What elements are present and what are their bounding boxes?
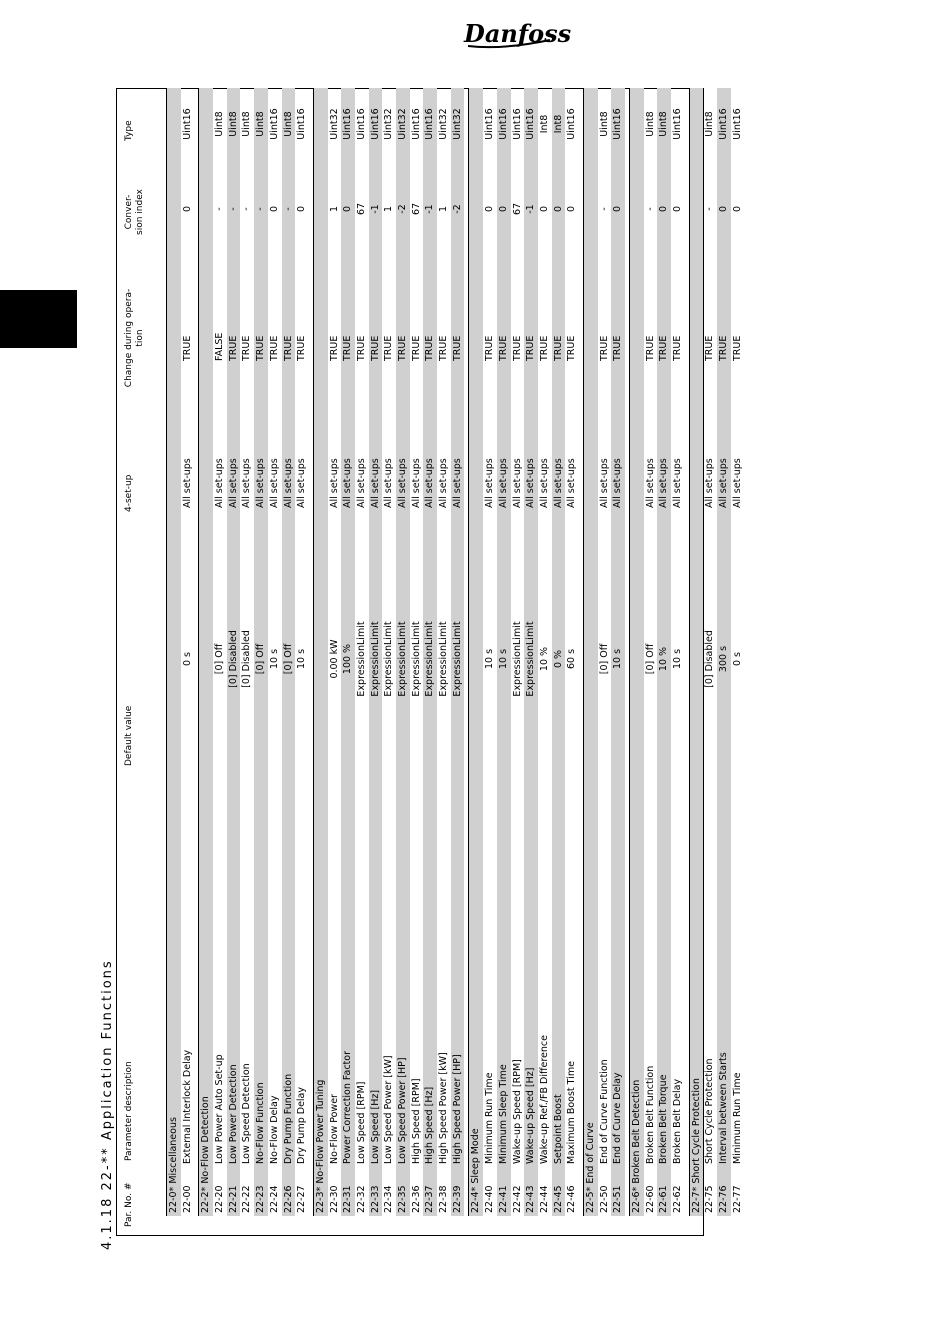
change-value: TRUE — [227, 335, 239, 361]
setup-value: All set-ups — [731, 458, 743, 508]
table-row — [341, 88, 355, 1216]
default-value: 300 s — [718, 645, 730, 673]
group-row — [166, 88, 181, 1216]
default-value: ExpressionLimit — [451, 621, 463, 697]
type-value: Uint32 — [383, 108, 395, 140]
par-description: Low Speed [RPM] — [355, 1081, 367, 1164]
type-value: Uint8 — [598, 111, 610, 137]
conversion-index: 0 — [566, 205, 578, 213]
conversion-index: 67 — [410, 202, 422, 216]
setup-value: All set-ups — [227, 458, 239, 508]
group-label: 22-3* No-Flow Power Tuning — [314, 1079, 326, 1213]
group-row — [198, 88, 213, 1216]
setup-value: All set-ups — [255, 458, 267, 508]
type-value: Uint8 — [255, 111, 267, 137]
setup-value: All set-ups — [672, 458, 684, 508]
setup-value: All set-ups — [438, 458, 450, 508]
par-no: 22-24 — [268, 1185, 280, 1213]
change-value: TRUE — [255, 335, 267, 361]
type-value: Uint16 — [566, 108, 578, 140]
setup-value: All set-ups — [484, 458, 496, 508]
conversion-index: 0 — [268, 205, 280, 213]
change-value: TRUE — [511, 335, 523, 361]
type-value: Uint16 — [268, 108, 280, 140]
section-title: 4.1.18 22-** Application Functions — [100, 959, 115, 1250]
default-value: 10 s — [672, 648, 684, 670]
conversion-index: - — [241, 207, 253, 211]
table-row — [538, 88, 552, 1216]
table-row — [552, 88, 566, 1216]
par-description: High Speed Power [kW] — [438, 1052, 450, 1164]
conversion-index: 0 — [497, 205, 509, 213]
conversion-index: 0 — [484, 205, 496, 213]
default-value: 10 s — [484, 648, 496, 670]
setup-value: All set-ups — [718, 458, 730, 508]
default-value: [0] Disabled — [227, 630, 239, 688]
conversion-index: 0 — [342, 205, 354, 213]
group-label: 22-4* Sleep Mode — [470, 1128, 482, 1213]
conversion-index: - — [255, 207, 267, 211]
par-description: Interval between Starts — [718, 1052, 730, 1164]
table-row — [497, 88, 511, 1216]
change-value: TRUE — [672, 335, 684, 361]
type-value: Uint8 — [282, 111, 294, 137]
brand-text: Danfoss — [464, 19, 572, 48]
par-description: Broken Belt Torque — [658, 1074, 670, 1164]
setup-value: All set-ups — [525, 458, 537, 508]
default-value: ExpressionLimit — [424, 621, 436, 697]
default-value: ExpressionLimit — [383, 621, 395, 697]
change-value: TRUE — [538, 335, 550, 361]
par-description: End of Curve Delay — [612, 1072, 624, 1164]
setup-value: All set-ups — [181, 458, 193, 508]
par-no: 22-21 — [227, 1185, 239, 1213]
type-value: Uint16 — [511, 108, 523, 140]
change-value: TRUE — [658, 335, 670, 361]
setup-value: All set-ups — [658, 458, 670, 508]
change-value: TRUE — [704, 335, 716, 361]
par-description: Minimum Run Time — [731, 1072, 743, 1164]
default-value: 10 s — [497, 648, 509, 670]
type-value: Uint16 — [497, 108, 509, 140]
par-no: 22-46 — [566, 1185, 578, 1213]
default-value: 0 s — [181, 652, 193, 667]
table-row — [369, 88, 383, 1216]
change-value: TRUE — [383, 335, 395, 361]
conversion-index: -2 — [397, 204, 408, 214]
par-description: High Speed [RPM] — [410, 1078, 422, 1164]
type-value: Uint8 — [214, 111, 226, 137]
default-value: [0] Off — [598, 643, 610, 675]
change-value: TRUE — [451, 335, 463, 361]
type-value: Uint16 — [612, 108, 624, 140]
setup-value: All set-ups — [511, 458, 523, 508]
par-no: 22-75 — [704, 1185, 716, 1213]
par-no: 22-33 — [369, 1185, 381, 1213]
default-value: 10 s — [296, 648, 308, 670]
default-value: ExpressionLimit — [438, 621, 450, 697]
table-row — [657, 88, 671, 1216]
default-value: ExpressionLimit — [525, 621, 537, 697]
par-description: Low Speed Power [kW] — [383, 1055, 395, 1164]
change-value: TRUE — [181, 335, 193, 361]
default-value: ExpressionLimit — [410, 621, 422, 697]
par-description: Setpoint Boost — [552, 1094, 564, 1164]
par-no: 22-45 — [552, 1185, 564, 1213]
table-row — [410, 88, 424, 1216]
chapter-tab — [0, 290, 77, 348]
group-row — [689, 88, 704, 1216]
setup-value: All set-ups — [355, 458, 367, 508]
setup-value: All set-ups — [552, 458, 564, 508]
change-value: TRUE — [241, 335, 253, 361]
table-row — [703, 88, 717, 1216]
par-no: 22-20 — [214, 1185, 226, 1213]
conversion-index: -2 — [451, 204, 463, 214]
type-value: Uint16 — [718, 108, 730, 140]
type-value: Uint16 — [410, 108, 422, 140]
table-row — [451, 88, 465, 1216]
par-description: No-Flow Function — [255, 1082, 267, 1164]
conversion-index: -1 — [424, 204, 436, 214]
par-description: No-Flow Power — [328, 1094, 340, 1164]
setup-value: All set-ups — [704, 458, 716, 508]
setup-value: All set-ups — [644, 458, 656, 508]
default-value: 10 s — [612, 648, 624, 670]
setup-value: All set-ups — [598, 458, 610, 508]
default-value: 60 s — [566, 648, 578, 670]
change-value: TRUE — [369, 335, 381, 361]
table-row — [644, 88, 658, 1216]
conversion-index: 0 — [672, 205, 684, 213]
par-no: 22-27 — [296, 1185, 308, 1213]
change-value: TRUE — [644, 335, 656, 361]
header-conv: Conver-sion index — [124, 189, 145, 235]
conversion-index: 0 — [552, 205, 564, 213]
par-no: 22-60 — [644, 1185, 656, 1213]
default-value: ExpressionLimit — [511, 621, 523, 697]
conversion-index: - — [644, 207, 656, 211]
group-row — [629, 88, 644, 1216]
par-no: 22-26 — [282, 1185, 294, 1213]
group-row — [468, 88, 483, 1216]
default-value: [0] Off — [255, 643, 267, 675]
default-value: 0.00 kW — [328, 639, 340, 679]
change-value: TRUE — [598, 335, 610, 361]
par-no: 22-39 — [451, 1185, 463, 1213]
par-no: 22-62 — [672, 1185, 684, 1213]
table-row — [213, 88, 227, 1216]
default-value: 10 % — [538, 646, 550, 672]
par-description: Power Correction Factor — [342, 1051, 354, 1164]
setup-value: All set-ups — [566, 458, 578, 508]
par-no: 22-38 — [438, 1185, 450, 1213]
table-row — [328, 88, 342, 1216]
conversion-index: - — [227, 207, 239, 211]
par-description: Low Speed [Hz] — [369, 1089, 381, 1164]
par-description: Wake-up Ref./FB Difference — [538, 1035, 550, 1164]
change-value: TRUE — [525, 335, 537, 361]
table-row — [423, 88, 437, 1216]
par-description: Low Power Detection — [227, 1064, 239, 1164]
table-row — [295, 88, 309, 1216]
par-no: 22-37 — [424, 1185, 436, 1213]
setup-value: All set-ups — [328, 458, 340, 508]
setup-value: All set-ups — [383, 458, 395, 508]
change-value: TRUE — [296, 335, 308, 361]
parameter-table — [166, 88, 745, 1216]
type-value: Uint8 — [227, 111, 239, 137]
table-row — [396, 88, 410, 1216]
par-no: 22-51 — [612, 1185, 624, 1213]
conversion-index: 0 — [658, 205, 670, 213]
par-description: Low Speed Detection — [241, 1063, 253, 1164]
type-value: Uint32 — [328, 108, 340, 140]
type-value: Int8 — [538, 114, 550, 134]
group-label: 22-7* Short Cycle Protection — [690, 1078, 702, 1213]
type-value: Uint16 — [181, 108, 193, 140]
par-no: 22-43 — [525, 1185, 537, 1213]
table-row — [254, 88, 268, 1216]
par-description: Short Cycle Protection — [704, 1058, 716, 1164]
danfoss-logo — [462, 14, 572, 52]
conversion-index: 1 — [383, 205, 395, 213]
change-value: TRUE — [612, 335, 624, 361]
setup-value: All set-ups — [538, 458, 550, 508]
table-row — [598, 88, 612, 1216]
default-value: [0] Disabled — [704, 630, 716, 688]
par-description: Low Power Auto Set-up — [214, 1054, 226, 1164]
par-description: High Speed [Hz] — [424, 1086, 436, 1164]
change-value: TRUE — [731, 335, 743, 361]
conversion-index: - — [598, 207, 610, 211]
change-value: TRUE — [438, 335, 450, 361]
table-row — [382, 88, 396, 1216]
par-description: End of Curve Function — [598, 1059, 610, 1164]
group-label: 22-0* Miscellaneous — [168, 1117, 179, 1213]
default-value: ExpressionLimit — [355, 621, 367, 697]
type-value: Uint16 — [525, 108, 537, 140]
par-no: 22-00 — [181, 1185, 193, 1213]
conversion-index: 0 — [612, 205, 624, 213]
setup-value: All set-ups — [397, 458, 408, 508]
change-value: TRUE — [497, 335, 509, 361]
setup-value: All set-ups — [451, 458, 463, 508]
default-value: [0] Disabled — [241, 630, 253, 688]
table-row — [524, 88, 538, 1216]
default-value: 0 s — [731, 652, 743, 667]
change-value: TRUE — [484, 335, 496, 361]
group-row — [583, 88, 598, 1216]
change-value: TRUE — [355, 335, 367, 361]
default-value: 100 % — [342, 643, 354, 675]
change-value: TRUE — [268, 335, 280, 361]
setup-value: All set-ups — [342, 458, 354, 508]
type-value: Uint16 — [672, 108, 684, 140]
setup-value: All set-ups — [241, 458, 253, 508]
default-value: 10 % — [658, 646, 670, 672]
par-description: Maximum Boost Time — [566, 1061, 578, 1164]
conversion-index: -1 — [369, 204, 381, 214]
default-value: ExpressionLimit — [369, 621, 381, 697]
type-value: Uint16 — [296, 108, 308, 140]
header-par-no: Par. No. # — [124, 1182, 134, 1227]
change-value: TRUE — [282, 335, 294, 361]
group-label: 22-2* No-Flow Detection — [200, 1096, 212, 1213]
table-row — [717, 88, 731, 1216]
setup-value: All set-ups — [497, 458, 509, 508]
group-label: 22-5* End of Curve — [584, 1122, 596, 1213]
conversion-index: 1 — [328, 205, 340, 213]
change-value: TRUE — [410, 335, 422, 361]
change-value: TRUE — [718, 335, 730, 361]
par-no: 22-44 — [538, 1185, 550, 1213]
header-default: Default value — [124, 705, 134, 766]
par-description: Minimum Sleep Time — [497, 1064, 509, 1164]
par-description: High Speed Power [HP] — [451, 1054, 463, 1164]
change-value: TRUE — [424, 335, 436, 361]
par-description: Minimum Run Time — [484, 1072, 496, 1164]
type-value: Int8 — [552, 114, 564, 134]
setup-value: All set-ups — [410, 458, 422, 508]
conversion-index: - — [282, 207, 294, 211]
conversion-index: 67 — [511, 202, 523, 216]
par-no: 22-36 — [410, 1185, 422, 1213]
conversion-index: 0 — [296, 205, 308, 213]
setup-value: All set-ups — [268, 458, 280, 508]
type-value: Uint8 — [644, 111, 656, 137]
change-value: TRUE — [566, 335, 578, 361]
conversion-index: - — [704, 207, 716, 211]
conversion-index: -1 — [525, 204, 537, 214]
par-no: 22-42 — [511, 1185, 523, 1213]
par-no: 22-41 — [497, 1185, 509, 1213]
conversion-index: - — [214, 207, 226, 211]
group-row — [313, 88, 328, 1216]
header-description: Parameter description — [124, 1061, 134, 1161]
table-header — [120, 88, 166, 1236]
par-description: External Interlock Delay — [181, 1049, 193, 1164]
change-value: FALSE — [214, 332, 226, 361]
header-change: Change during opera-tion — [124, 288, 145, 388]
par-description: Dry Pump Function — [282, 1073, 294, 1164]
par-description: Low Speed Power [HP] — [397, 1057, 408, 1164]
table-row — [355, 88, 369, 1216]
type-value: Uint8 — [704, 111, 716, 137]
conversion-index: 1 — [438, 205, 450, 213]
type-value: Uint16 — [355, 108, 367, 140]
conversion-index: 0 — [731, 205, 743, 213]
setup-value: All set-ups — [369, 458, 381, 508]
table-row — [671, 88, 685, 1216]
change-value: TRUE — [397, 335, 408, 361]
par-description: Wake-up Speed [RPM] — [511, 1059, 523, 1164]
change-value: TRUE — [328, 335, 340, 361]
setup-value: All set-ups — [214, 458, 226, 508]
par-no: 22-30 — [328, 1185, 340, 1213]
par-no: 22-76 — [718, 1185, 730, 1213]
default-value: ExpressionLimit — [397, 621, 408, 697]
table-row — [611, 88, 625, 1216]
type-value: Uint32 — [438, 108, 450, 140]
setup-value: All set-ups — [282, 458, 294, 508]
par-no: 22-31 — [342, 1185, 354, 1213]
conversion-index: 67 — [355, 202, 367, 216]
par-no: 22-34 — [383, 1185, 395, 1213]
type-value: Uint8 — [241, 111, 253, 137]
change-value: TRUE — [552, 335, 564, 361]
table-row — [282, 88, 296, 1216]
table-row — [268, 88, 282, 1216]
setup-value: All set-ups — [296, 458, 308, 508]
par-no: 22-23 — [255, 1185, 267, 1213]
table-row — [181, 88, 195, 1216]
type-value: Uint16 — [731, 108, 743, 140]
type-value: Uint16 — [484, 108, 496, 140]
type-value: Uint16 — [424, 108, 436, 140]
par-no: 22-50 — [598, 1185, 610, 1213]
par-no: 22-32 — [355, 1185, 367, 1213]
par-description: Dry Pump Delay — [296, 1087, 308, 1164]
par-no: 22-77 — [731, 1185, 743, 1213]
table-row — [227, 88, 241, 1216]
par-no: 22-35 — [397, 1185, 408, 1213]
type-value: Uint32 — [451, 108, 463, 140]
table-row — [731, 88, 745, 1216]
default-value: [0] Off — [282, 643, 294, 675]
default-value: 0 % — [552, 649, 564, 669]
par-description: Broken Belt Function — [644, 1065, 656, 1164]
table-row — [483, 88, 497, 1216]
table-row — [565, 88, 579, 1216]
type-value: Uint32 — [397, 108, 408, 140]
header-setup: 4-set-up — [124, 474, 134, 512]
default-value: 10 s — [268, 648, 280, 670]
setup-value: All set-ups — [424, 458, 436, 508]
rotated-page — [100, 90, 743, 1250]
default-value: [0] Off — [644, 643, 656, 675]
table-row — [437, 88, 451, 1216]
par-no: 22-61 — [658, 1185, 670, 1213]
par-description: No-Flow Delay — [268, 1095, 280, 1164]
type-value: Uint16 — [342, 108, 354, 140]
header-type: Type — [124, 120, 134, 141]
group-label: 22-6* Broken Belt Detection — [631, 1079, 642, 1213]
par-description: Wake-up Speed [Hz] — [525, 1067, 537, 1164]
type-value: Uint8 — [658, 111, 670, 137]
type-value: Uint16 — [369, 108, 381, 140]
par-no: 22-40 — [484, 1185, 496, 1213]
conversion-index: 0 — [538, 205, 550, 213]
conversion-index: 0 — [718, 205, 730, 213]
change-value: TRUE — [342, 335, 354, 361]
conversion-index: 0 — [181, 205, 193, 213]
setup-value: All set-ups — [612, 458, 624, 508]
table-row — [240, 88, 254, 1216]
default-value: [0] Off — [214, 643, 226, 675]
par-description: Broken Belt Delay — [672, 1078, 684, 1164]
table-row — [511, 88, 525, 1216]
par-no: 22-22 — [241, 1185, 253, 1213]
